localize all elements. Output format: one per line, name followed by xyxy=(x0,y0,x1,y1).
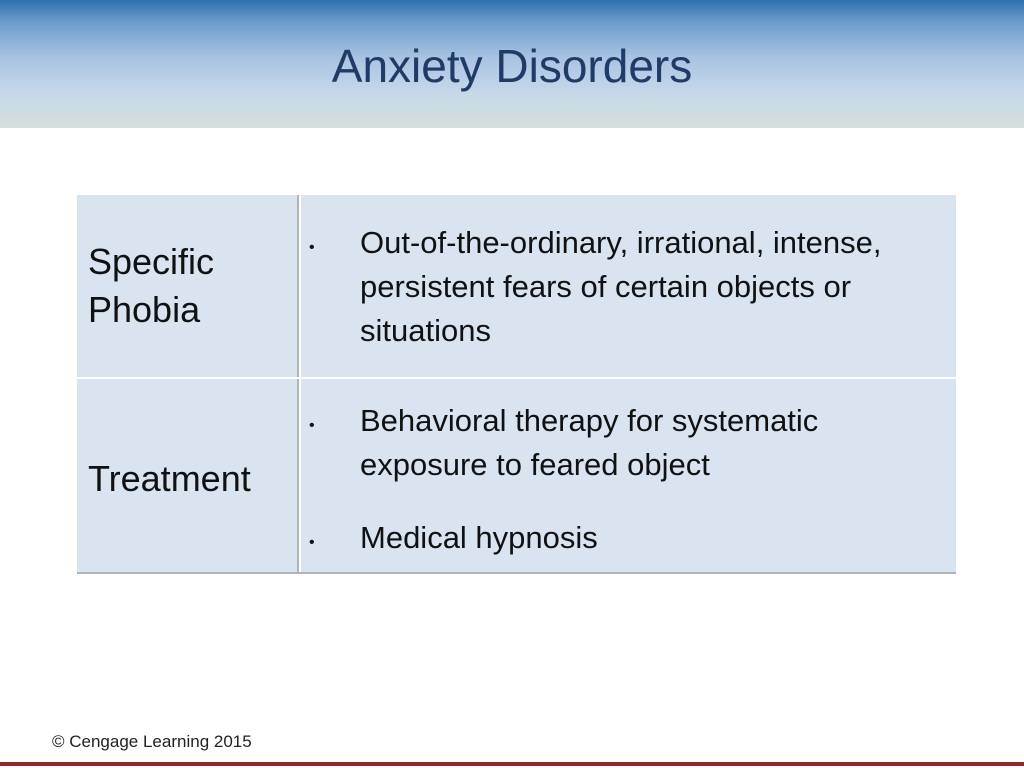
bullet-dot-icon: • xyxy=(309,534,315,551)
row-body-specific-phobia xyxy=(299,195,956,377)
bullet-text: Out-of-the-ordinary, irrational, intense, persistent fears of certain objects or situations xyxy=(360,225,882,348)
bullet-text: Behavioral therapy for systematic exposure to feared object xyxy=(360,403,819,482)
bullet-dot-icon: • xyxy=(309,239,315,256)
bullet-text: Medical hypnosis xyxy=(360,520,598,555)
table-row-treatment xyxy=(77,377,956,572)
row-body-treatment xyxy=(299,379,956,572)
row-label-specific-phobia: Specific Phobia xyxy=(77,195,299,377)
table-row-specific-phobia xyxy=(77,195,956,377)
slide-title: Anxiety Disorders xyxy=(331,40,693,92)
content-table xyxy=(77,195,956,574)
bullet-dot-icon: • xyxy=(309,417,315,434)
copyright-footer: © Cengage Learning 2015 xyxy=(52,732,252,751)
row-label-treatment: Treatment xyxy=(77,379,299,572)
footer-rule xyxy=(0,762,1024,766)
